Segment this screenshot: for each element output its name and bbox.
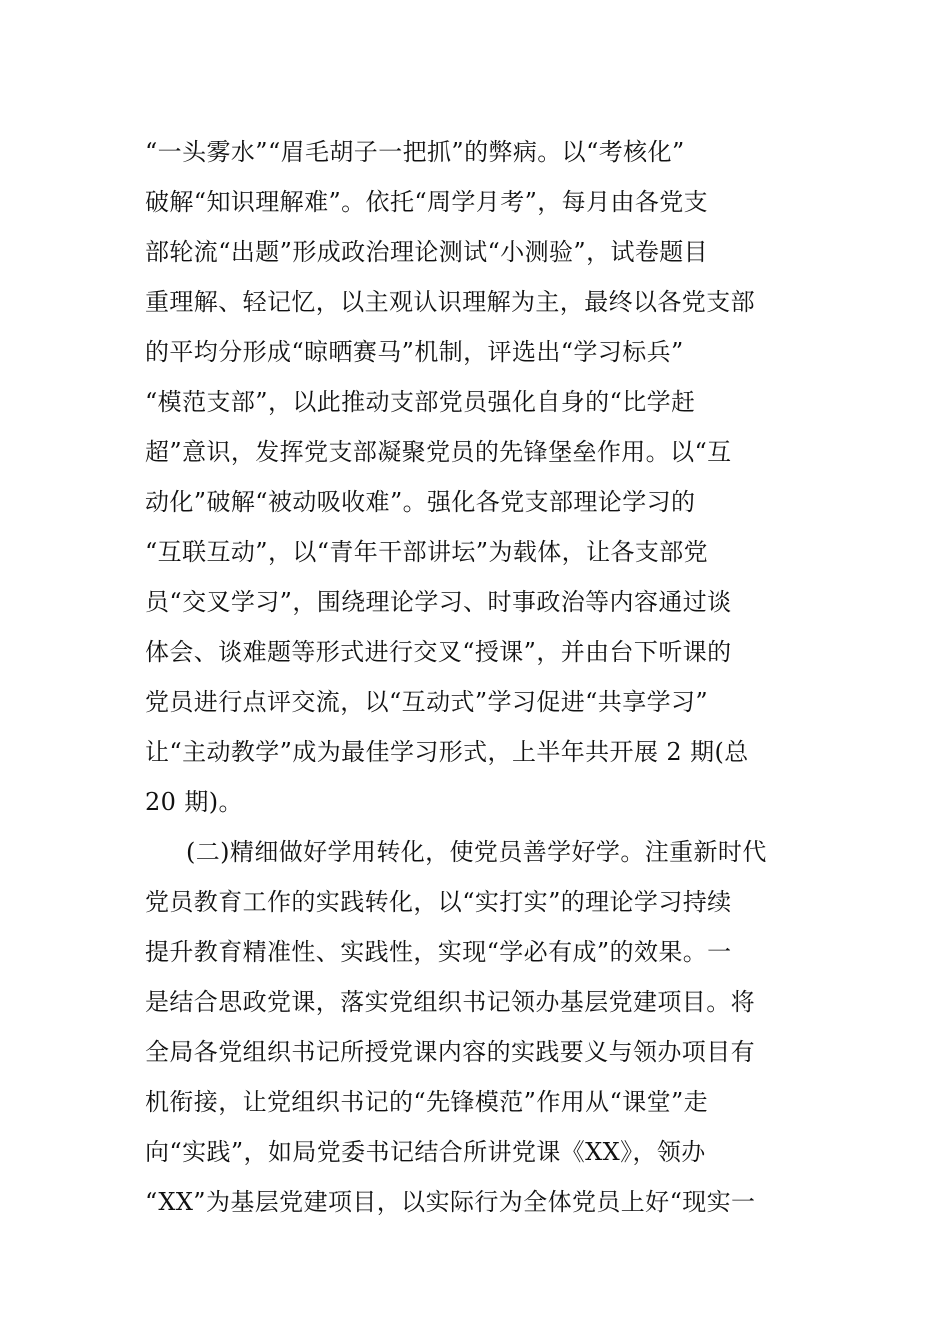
text-line: 体会、谈难题等形式进行交叉“授课”，并由台下听课的 bbox=[145, 638, 732, 666]
text-line: 超”意识，发挥党支部凝聚党员的先锋堡垒作用。以“互 bbox=[145, 438, 732, 466]
text-line: 机衔接，让党组织书记的“先锋模范”作用从“课堂”走 bbox=[145, 1088, 709, 1116]
text-line: 20 期)。 bbox=[145, 788, 243, 816]
text-line: 员“交叉学习”，围绕理论学习、时事政治等内容通过谈 bbox=[145, 588, 732, 616]
text-line: 向“实践”，如局党委书记结合所讲党课《XX》，领办 bbox=[145, 1138, 706, 1166]
text-line: 党员教育工作的实践转化，以“实打实”的理论学习持续 bbox=[145, 888, 732, 916]
text-line: “互联互动”，以“青年干部讲坛”为载体，让各支部党 bbox=[145, 538, 709, 566]
text-line: “模范支部”，以此推动支部党员强化自身的“比学赶 bbox=[145, 388, 696, 416]
text-line: 让“主动教学”成为最佳学习形式，上半年共开展 2 期(总 bbox=[145, 738, 749, 766]
text-line: 全局各党组织书记所授党课内容的实践要义与领办项目有 bbox=[145, 1038, 755, 1066]
text-line: 动化”破解“被动吸收难”。强化各党支部理论学习的 bbox=[145, 488, 696, 516]
text-line: 是结合思政党课，落实党组织书记领办基层党建项目。将 bbox=[145, 988, 755, 1016]
text-line: 党员进行点评交流，以“互动式”学习促进“共享学习” bbox=[145, 688, 709, 716]
text-line: “XX”为基层党建项目，以实际行为全体党员上好“现实一 bbox=[145, 1188, 756, 1216]
text-line: 重理解、轻记忆，以主观认识理解为主，最终以各党支部 bbox=[145, 288, 755, 316]
text-line: 的平均分形成“晾晒赛马”机制，评选出“学习标兵” bbox=[145, 338, 684, 366]
text-line: 提升教育精准性、实践性，实现“学必有成”的效果。一 bbox=[145, 938, 732, 966]
paragraph-first-line: (二)精细做好学用转化，使党员善学好学。注重新时代 bbox=[186, 838, 767, 866]
text-line: “一头雾水”“眉毛胡子一把抓”的弊病。以“考核化” bbox=[145, 138, 685, 166]
text-line: 破解“知识理解难”。依托“周学月考”，每月由各党支 bbox=[145, 188, 709, 216]
text-line: 部轮流“出题”形成政治理论测试“小测验”，试卷题目 bbox=[145, 238, 709, 266]
